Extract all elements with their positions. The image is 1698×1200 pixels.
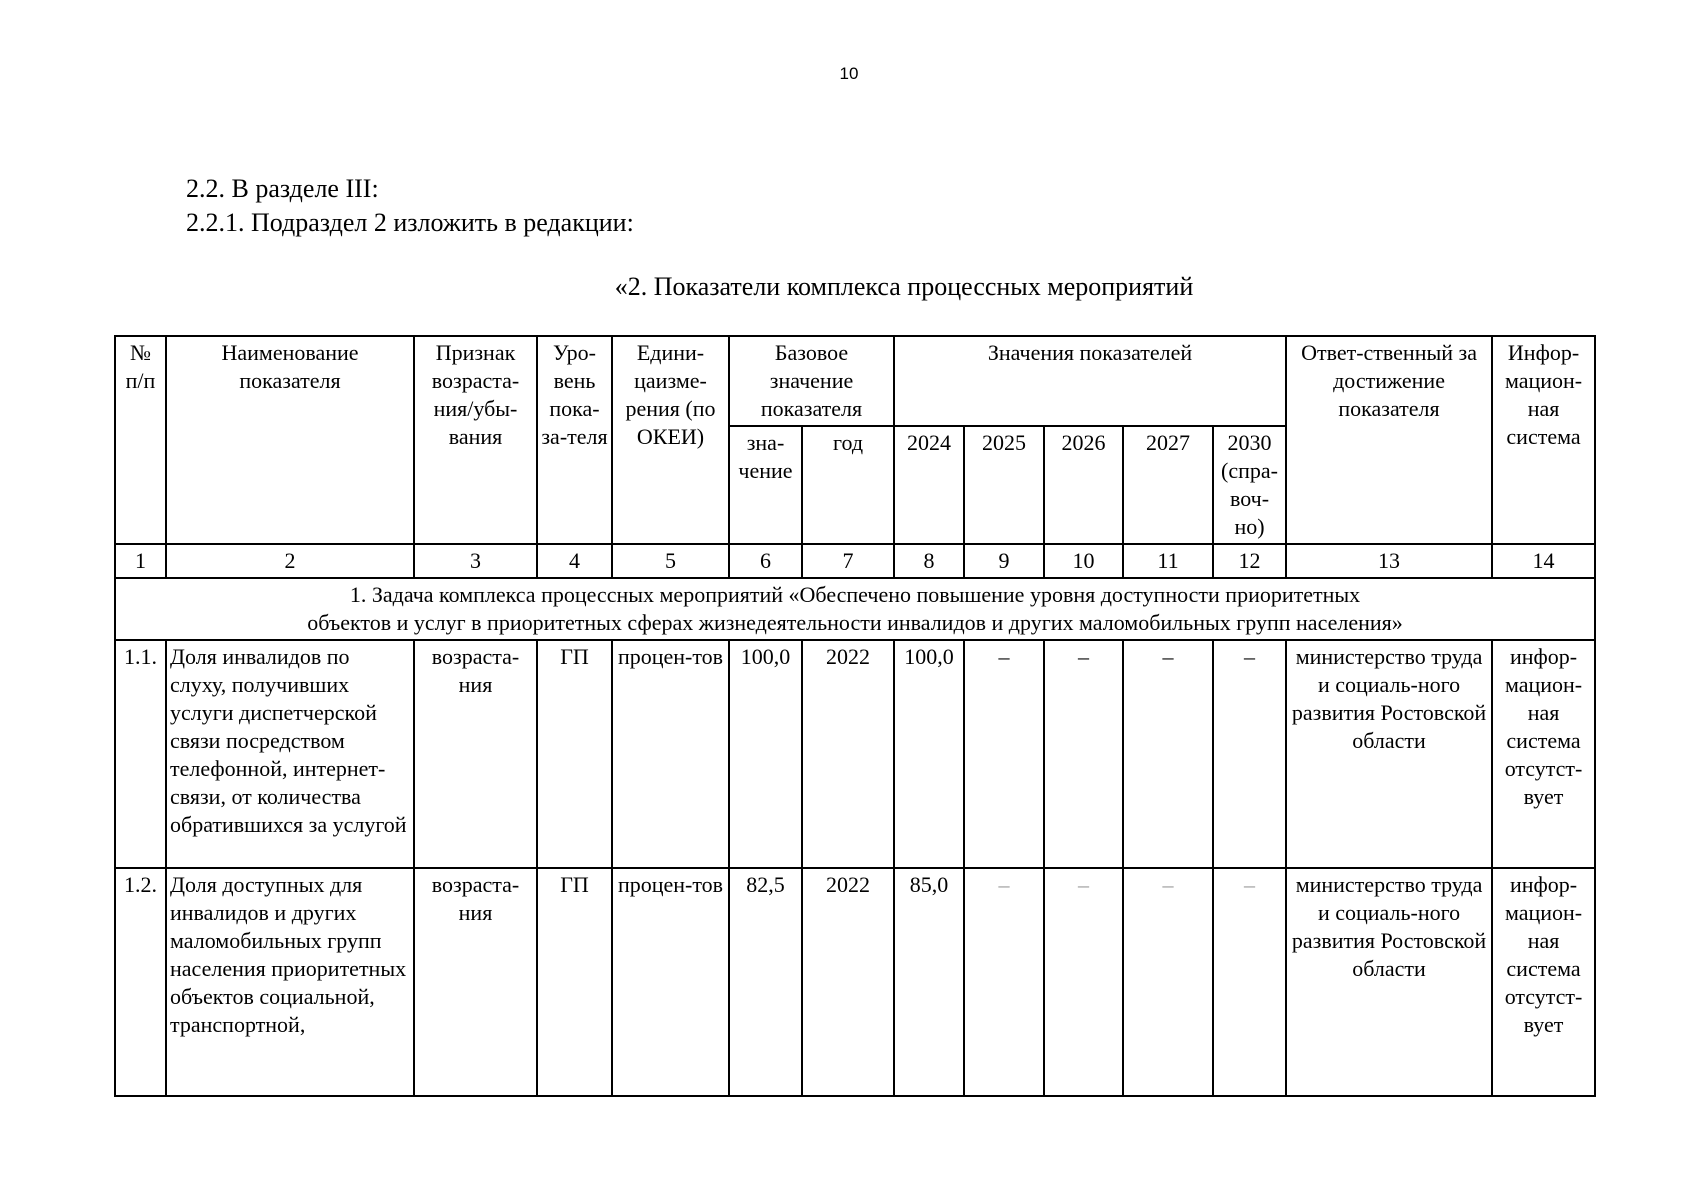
header-base-group: Базовое значение показателя (729, 336, 894, 426)
column-number: 4 (537, 544, 612, 578)
header-number: № п/п (115, 336, 166, 544)
indicator-level: ГП (537, 868, 612, 1096)
header-values-group: Значения показателей (894, 336, 1286, 426)
header-year-2030: 2030 (спра-воч-но) (1213, 426, 1286, 544)
info-system: инфор-мацион-ная система отсутст-вует (1492, 640, 1595, 868)
header-unit: Едини-цаизме-рения (по ОКЕИ) (612, 336, 729, 544)
header-year-2025: 2025 (964, 426, 1044, 544)
indicator-level: ГП (537, 640, 612, 868)
task-heading-line1: 1. Задача комплекса процессных мероприятий «Обеспечено повышение уровня доступности приоритетных (349, 582, 1361, 607)
base-year: 2022 (802, 868, 894, 1096)
table-row (115, 640, 1595, 868)
value-2030: – (1213, 640, 1286, 868)
column-number: 2 (166, 544, 414, 578)
column-number: 7 (802, 544, 894, 578)
value-2026: – (1044, 868, 1123, 1096)
section-title: «2. Показатели комплекса процессных мероприятий (614, 272, 1194, 301)
value-2030: – (1213, 868, 1286, 1096)
indicator-name: Доля инвалидов по слуху, получивших услуги диспетчерской связи посредством телефонной, интернет-связи, от количества обратившихся за услугой (166, 640, 414, 868)
base-year: 2022 (802, 640, 894, 868)
page-number: 10 (839, 64, 859, 83)
row-number: 1.1. (115, 640, 166, 868)
header-indicator-level: Уро-вень пока-за-теля (537, 336, 612, 544)
header-row-top (115, 336, 1595, 426)
value-2026: – (1044, 640, 1123, 868)
indicator-name: Доля доступных для инвалидов и других маломобильных групп населения приоритетных объектов социальной, транспортной, (166, 868, 414, 1096)
indicators-table (114, 335, 1596, 1097)
responsible: министерство труда и социаль-ного развития Ростовской области (1286, 868, 1492, 1096)
header-indicator-name: Наименование показателя (166, 336, 414, 544)
value-2025: – (964, 640, 1044, 868)
column-number: 12 (1213, 544, 1286, 578)
header-responsible: Ответ-ственный за достижение показателя (1286, 336, 1492, 544)
value-2025: – (964, 868, 1044, 1096)
base-value: 82,5 (729, 868, 802, 1096)
header-base-value: зна-чение (729, 426, 802, 544)
table-row (115, 868, 1595, 1096)
unit: процен-тов (612, 868, 729, 1096)
unit: процен-тов (612, 640, 729, 868)
row-number: 1.2. (115, 868, 166, 1096)
value-2027: – (1123, 868, 1213, 1096)
column-number: 9 (964, 544, 1044, 578)
value-2024: 85,0 (894, 868, 964, 1096)
column-number: 1 (115, 544, 166, 578)
column-number: 10 (1044, 544, 1123, 578)
header-year-2024: 2024 (894, 426, 964, 544)
column-numbers-row (115, 544, 1595, 578)
responsible: министерство труда и социаль-ного развития Ростовской области (1286, 640, 1492, 868)
column-number: 6 (729, 544, 802, 578)
header-base-year: год (802, 426, 894, 544)
column-number: 14 (1492, 544, 1595, 578)
base-value: 100,0 (729, 640, 802, 868)
intro-line-section: 2.2. В разделе III: (186, 174, 379, 203)
task-heading (115, 578, 1595, 640)
column-number: 11 (1123, 544, 1213, 578)
header-info-system: Инфор-мацион-ная система (1492, 336, 1595, 544)
value-2027: – (1123, 640, 1213, 868)
info-system: инфор-мацион-ная система отсутст-вует (1492, 868, 1595, 1096)
header-year-2027: 2027 (1123, 426, 1213, 544)
trend-sign: возраста-ния (414, 868, 537, 1096)
header-trend-sign: Признак возраста-ния/убы-вания (414, 336, 537, 544)
column-number: 13 (1286, 544, 1492, 578)
column-number: 5 (612, 544, 729, 578)
header-year-2026: 2026 (1044, 426, 1123, 544)
column-number: 3 (414, 544, 537, 578)
intro-line-subsection: 2.2.1. Подраздел 2 изложить в редакции: (186, 208, 634, 237)
task-heading-line2: объектов и услуг в приоритетных сферах жизнедеятельности инвалидов и других маломобильных групп населения» (307, 610, 1403, 635)
column-number: 8 (894, 544, 964, 578)
task-row (115, 578, 1595, 640)
value-2024: 100,0 (894, 640, 964, 868)
trend-sign: возраста-ния (414, 640, 537, 868)
